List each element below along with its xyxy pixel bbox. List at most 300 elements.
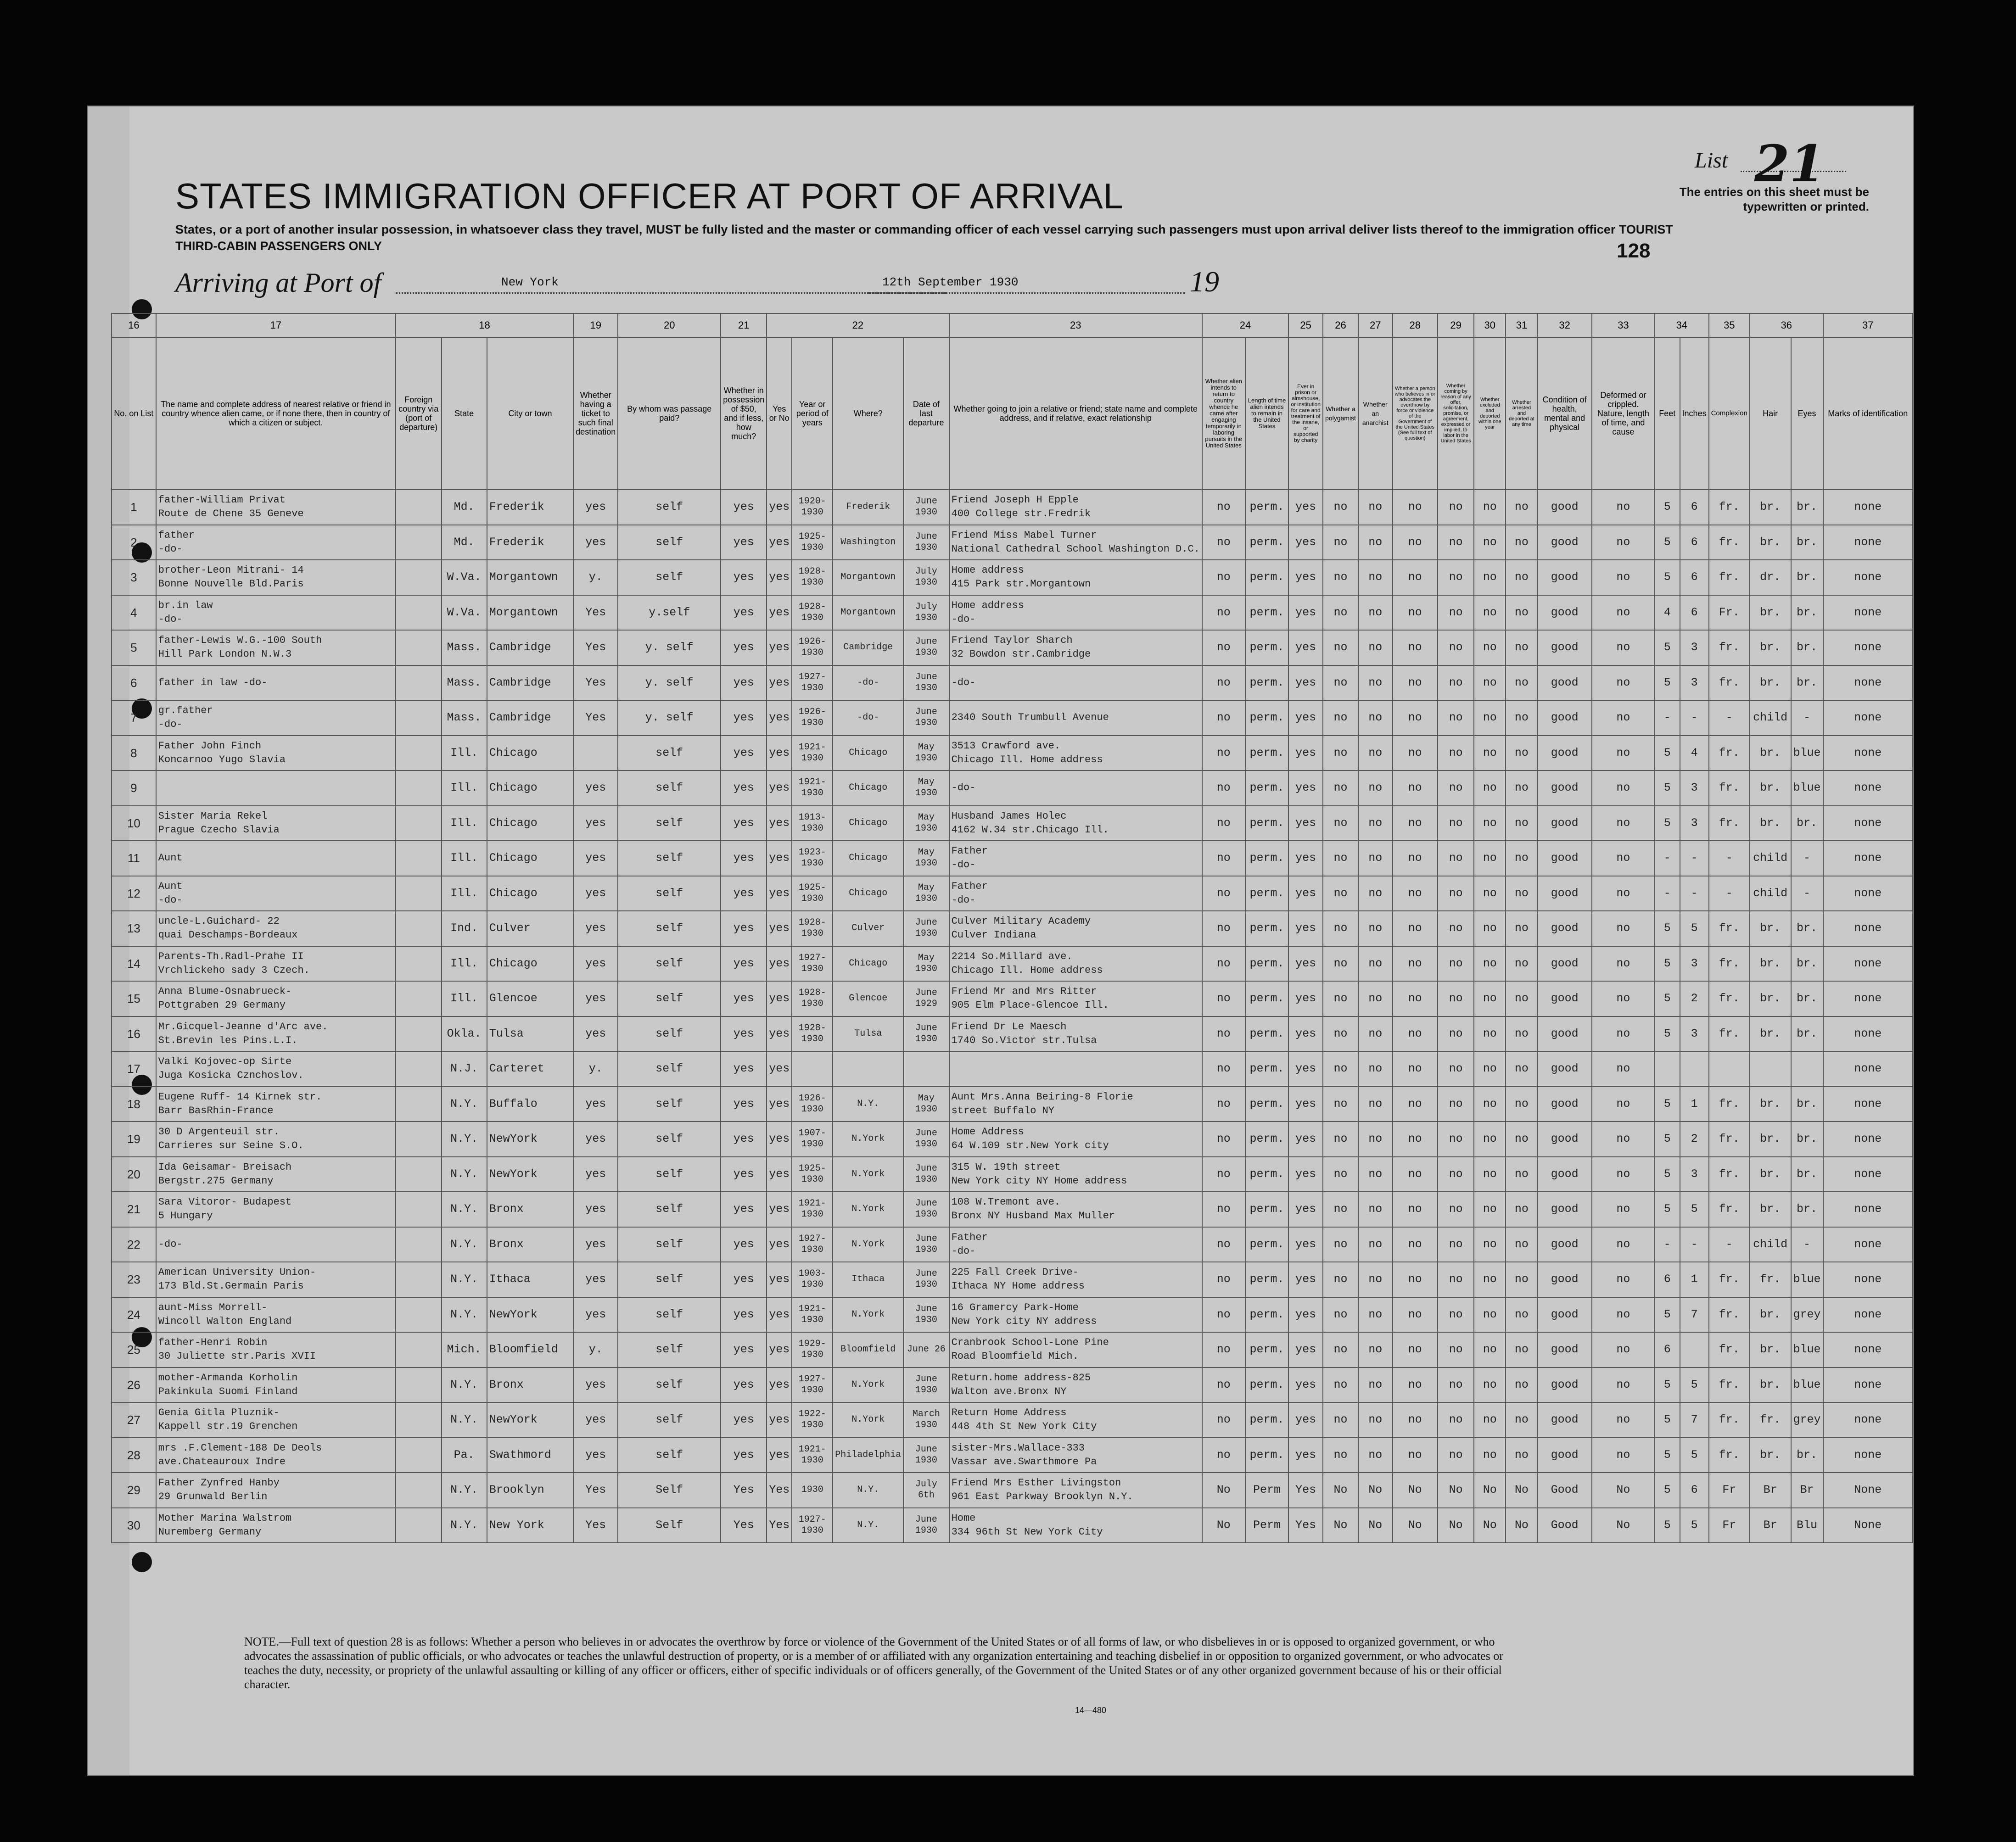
cell-eyes: - [1791, 1227, 1823, 1262]
cell-hair: child [1750, 841, 1791, 876]
cell-deformed: no [1592, 946, 1655, 982]
cell-row-number: 18 [112, 1087, 156, 1122]
cell-health: Good [1537, 1508, 1591, 1543]
cell-inches: 1 [1680, 1087, 1709, 1122]
cell-state: N.Y. [442, 1227, 487, 1262]
cell-prison: yes [1288, 946, 1323, 982]
cell-foreign-country [396, 1368, 442, 1403]
cell-labor-offer: no [1438, 1368, 1474, 1403]
cell-line: Pakinkula Suomi Finland [158, 1385, 298, 1397]
cell-eyes: br. [1791, 595, 1823, 631]
cell-prison: yes [1288, 1227, 1323, 1262]
cell-anarchist: no [1358, 911, 1393, 946]
cell-row-number: 5 [112, 630, 156, 665]
cell-ticket: y. [573, 1051, 618, 1087]
cell-eyes: grey [1791, 1297, 1823, 1333]
cell-deported: no [1506, 876, 1537, 911]
cell-passage-paid-by: self [618, 736, 721, 771]
cell-been-before: yes [767, 665, 792, 701]
cell-marks: none [1823, 525, 1913, 560]
cell-where: -do- [833, 665, 903, 701]
cell-purpose-length: perm. [1245, 770, 1288, 806]
cell-marks: none [1823, 770, 1913, 806]
cell-relative-address [156, 1262, 396, 1297]
cell-eyes: blue [1791, 1332, 1823, 1368]
cell-been-before: yes [767, 490, 792, 525]
cell-complexion: fr. [1709, 490, 1750, 525]
cell-inches: 6 [1680, 525, 1709, 560]
cell-labor-offer: no [1438, 490, 1474, 525]
cell-prison: yes [1288, 1016, 1323, 1052]
cell-passage-paid-by: self [618, 1297, 721, 1333]
cell-line: street Buffalo NY [951, 1105, 1054, 1116]
cell-overthrow: No [1393, 1508, 1438, 1543]
cell-joining [949, 946, 1202, 982]
cell-passage-paid-by: self [618, 770, 721, 806]
cell-labor-offer: no [1438, 1227, 1474, 1262]
manifest-sheet [87, 106, 1914, 1776]
cell-health: good [1537, 1262, 1591, 1297]
cell-city: NewYork [487, 1297, 573, 1333]
cell-state: N.J. [442, 1051, 487, 1087]
cell-where: Frederik [833, 490, 903, 525]
cell-excluded: no [1474, 595, 1506, 631]
cell-anarchist: no [1358, 1402, 1393, 1438]
table-row [112, 1087, 1913, 1122]
cell-foreign-country [396, 806, 442, 841]
cell-line: father [158, 529, 195, 541]
header-eyes: Eyes [1791, 337, 1823, 490]
cell-city: NewYork [487, 1122, 573, 1157]
cell-joining [949, 700, 1202, 736]
table-row [112, 665, 1913, 701]
cell-period: 1930 [792, 1473, 833, 1508]
cell-overthrow: no [1393, 1438, 1438, 1473]
header-city: City or town [487, 337, 573, 490]
cell-deported: no [1506, 841, 1537, 876]
cell-deformed: no [1592, 1438, 1655, 1473]
cell-complexion: - [1709, 876, 1750, 911]
cell-purpose-return: No [1202, 1508, 1245, 1543]
cell-passage-paid-by: self [618, 1332, 721, 1368]
cell-labor-offer: no [1438, 1051, 1474, 1087]
table-row [112, 981, 1913, 1016]
cell-joining [949, 1122, 1202, 1157]
cell-line: Friend Joseph H Epple [951, 494, 1079, 506]
cell-prison: yes [1288, 1087, 1323, 1122]
cell-money: yes [721, 700, 767, 736]
table-row [112, 806, 1913, 841]
cell-hair: Br [1750, 1473, 1791, 1508]
cell-last-departure: June 1930 [903, 630, 949, 665]
cell-line: 30 Juliette str.Paris XVII [158, 1351, 316, 1362]
cell-health: good [1537, 1087, 1591, 1122]
cell-deported: no [1506, 1368, 1537, 1403]
cell-complexion: fr. [1709, 1157, 1750, 1192]
cell-purpose-return: no [1202, 700, 1245, 736]
cell-last-departure [903, 1051, 949, 1087]
cell-anarchist: no [1358, 1157, 1393, 1192]
cell-money: yes [721, 1438, 767, 1473]
cell-period: 1907-1930 [792, 1122, 833, 1157]
cell-polygamist: no [1323, 1087, 1358, 1122]
col-number: 19 [573, 313, 618, 337]
cell-passage-paid-by: self [618, 1262, 721, 1297]
table-row [112, 700, 1913, 736]
cell-where: Chicago [833, 806, 903, 841]
cell-been-before: yes [767, 876, 792, 911]
cell-relative-address [156, 946, 396, 982]
cell-money: yes [721, 560, 767, 595]
cell-purpose-return: no [1202, 525, 1245, 560]
header-excluded: Whether excluded and deported within one year [1474, 337, 1506, 490]
cell-joining [949, 770, 1202, 806]
cell-labor-offer: no [1438, 841, 1474, 876]
cell-line: Aunt [158, 880, 183, 892]
cell-city: New York [487, 1508, 573, 1543]
cell-polygamist: no [1323, 525, 1358, 560]
cell-line: Father John Finch [158, 740, 262, 752]
cell-excluded: No [1474, 1473, 1506, 1508]
cell-hair: br. [1750, 595, 1791, 631]
cell-inches [1680, 1332, 1709, 1368]
cell-polygamist: no [1323, 1332, 1358, 1368]
cell-relative-address [156, 1122, 396, 1157]
cell-hair: br. [1750, 981, 1791, 1016]
cell-purpose-return: no [1202, 1262, 1245, 1297]
date-underline [868, 292, 1185, 294]
cell-hair: br. [1750, 665, 1791, 701]
cell-feet: 4 [1655, 595, 1680, 631]
cell-health: good [1537, 1402, 1591, 1438]
cell-deported: no [1506, 911, 1537, 946]
cell-feet: 5 [1655, 1087, 1680, 1122]
cell-where: N.York [833, 1157, 903, 1192]
cell-deformed: no [1592, 1051, 1655, 1087]
cell-joining [949, 1157, 1202, 1192]
cell-excluded: No [1474, 1508, 1506, 1543]
cell-ticket: yes [573, 946, 618, 982]
cell-inches: 3 [1680, 630, 1709, 665]
cell-last-departure: June 1930 [903, 1192, 949, 1227]
cell-where: Philadelphia [833, 1438, 903, 1473]
cell-excluded: no [1474, 1051, 1506, 1087]
cell-city: Morgantown [487, 560, 573, 595]
cell-eyes: br. [1791, 1438, 1823, 1473]
cell-city: Chicago [487, 876, 573, 911]
cell-deported: no [1506, 595, 1537, 631]
cell-anarchist: no [1358, 1227, 1393, 1262]
cell-row-number: 20 [112, 1157, 156, 1192]
cell-passage-paid-by: self [618, 1227, 721, 1262]
cell-polygamist: no [1323, 736, 1358, 771]
cell-deported: no [1506, 1227, 1537, 1262]
cell-state: W.Va. [442, 560, 487, 595]
cell-polygamist: no [1323, 1368, 1358, 1403]
cell-inches: - [1680, 1227, 1709, 1262]
cell-line: Friend Dr Le Maesch [951, 1021, 1067, 1033]
cell-relative-address [156, 841, 396, 876]
cell-prison: yes [1288, 1157, 1323, 1192]
cell-marks: none [1823, 1227, 1913, 1262]
cell-money: yes [721, 1016, 767, 1052]
cell-excluded: no [1474, 911, 1506, 946]
cell-last-departure: June 1930 [903, 1122, 949, 1157]
cell-been-before: yes [767, 841, 792, 876]
cell-ticket: yes [573, 770, 618, 806]
cell-line: 1740 So.Victor str.Tulsa [951, 1034, 1097, 1046]
cell-excluded: no [1474, 1227, 1506, 1262]
cell-city: Bronx [487, 1227, 573, 1262]
cell-health: good [1537, 1016, 1591, 1052]
cell-state: Mass. [442, 630, 487, 665]
cell-anarchist: no [1358, 1051, 1393, 1087]
cell-line: -do- [951, 859, 976, 871]
cell-row-number: 21 [112, 1192, 156, 1227]
cell-deported: no [1506, 490, 1537, 525]
cell-last-departure: June 1930 [903, 1297, 949, 1333]
cell-passage-paid-by: self [618, 946, 721, 982]
col-number: 25 [1288, 313, 1323, 337]
cell-ticket: yes [573, 1368, 618, 1403]
cell-purpose-return: no [1202, 1297, 1245, 1333]
cell-row-number: 26 [112, 1368, 156, 1403]
cell-excluded: no [1474, 490, 1506, 525]
cell-money: yes [721, 911, 767, 946]
cell-line: Husband James Holec [951, 810, 1067, 822]
header-anarchist: Whether an anarchist [1358, 337, 1393, 490]
cell-ticket: yes [573, 1122, 618, 1157]
cell-ticket: yes [573, 981, 618, 1016]
cell-overthrow: no [1393, 806, 1438, 841]
cell-inches: 3 [1680, 1016, 1709, 1052]
cell-marks: none [1823, 1402, 1913, 1438]
cell-anarchist: no [1358, 630, 1393, 665]
cell-line: 961 East Parkway Brooklyn N.Y. [951, 1491, 1133, 1503]
cell-last-departure: June 1930 [903, 665, 949, 701]
cell-complexion [1709, 1051, 1750, 1087]
cell-period: 1928-1930 [792, 1016, 833, 1052]
cell-state: Mass. [442, 700, 487, 736]
cell-polygamist: no [1323, 1157, 1358, 1192]
cell-anarchist: no [1358, 525, 1393, 560]
cell-eyes: - [1791, 876, 1823, 911]
cell-deformed: no [1592, 1402, 1655, 1438]
cell-line: Return Home Address [951, 1407, 1067, 1419]
cell-line: Pottgraben 29 Germany [158, 999, 286, 1011]
col-number: 31 [1506, 313, 1537, 337]
table-row [112, 1227, 1913, 1262]
cell-deformed: no [1592, 911, 1655, 946]
cell-money: yes [721, 1402, 767, 1438]
cell-deformed: no [1592, 560, 1655, 595]
cell-state: Ind. [442, 911, 487, 946]
cell-purpose-return: no [1202, 736, 1245, 771]
cell-hair: dr. [1750, 560, 1791, 595]
cell-period: 1921-1930 [792, 736, 833, 771]
cell-complexion: fr. [1709, 1192, 1750, 1227]
passenger-rows [112, 490, 1913, 1543]
cell-eyes: blue [1791, 1262, 1823, 1297]
cell-last-departure: June 1929 [903, 981, 949, 1016]
cell-foreign-country [396, 946, 442, 982]
cell-period: 1921-1930 [792, 1297, 833, 1333]
cell-ticket: yes [573, 876, 618, 911]
cell-foreign-country [396, 1332, 442, 1368]
cell-row-number: 2 [112, 525, 156, 560]
cell-joining [949, 1297, 1202, 1333]
cell-line: 5 Hungary [158, 1210, 213, 1222]
cell-line: 173 Bld.St.Germain Paris [158, 1280, 304, 1292]
cell-purpose-length: perm. [1245, 876, 1288, 911]
cell-labor-offer: no [1438, 1438, 1474, 1473]
port-underline [396, 292, 946, 294]
cell-polygamist: no [1323, 946, 1358, 982]
cell-state: N.Y. [442, 1473, 487, 1508]
cell-eyes: Blu [1791, 1508, 1823, 1543]
cell-purpose-return: no [1202, 595, 1245, 631]
cell-anarchist: no [1358, 1368, 1393, 1403]
cell-line: 108 W.Tremont ave. [951, 1196, 1061, 1208]
cell-foreign-country [396, 630, 442, 665]
cell-purpose-length: perm. [1245, 1262, 1288, 1297]
cell-feet: 5 [1655, 1192, 1680, 1227]
cell-complexion: fr. [1709, 981, 1750, 1016]
cell-money: yes [721, 1368, 767, 1403]
cell-inches: 5 [1680, 1368, 1709, 1403]
col-number: 32 [1537, 313, 1591, 337]
cell-marks: none [1823, 806, 1913, 841]
cell-foreign-country [396, 876, 442, 911]
cell-relative-address [156, 806, 396, 841]
cell-feet: - [1655, 1227, 1680, 1262]
cell-anarchist: No [1358, 1508, 1393, 1543]
cell-excluded: no [1474, 981, 1506, 1016]
cell-deported: no [1506, 1157, 1537, 1192]
cell-line: 2214 So.Millard ave. [951, 950, 1073, 962]
cell-city: Glencoe [487, 981, 573, 1016]
cell-inches: 3 [1680, 1157, 1709, 1192]
cell-where: Morgantown [833, 560, 903, 595]
cell-labor-offer: no [1438, 525, 1474, 560]
cell-ticket: Yes [573, 595, 618, 631]
cell-been-before: Yes [767, 1473, 792, 1508]
cell-deformed: no [1592, 770, 1655, 806]
cell-line: mother-Armanda Korholin [158, 1372, 298, 1384]
cell-joining [949, 1227, 1202, 1262]
col-number: 34 [1655, 313, 1709, 337]
cell-ticket: Yes [573, 630, 618, 665]
cell-relative-address [156, 665, 396, 701]
cell-anarchist: no [1358, 736, 1393, 771]
cell-marks: none [1823, 1262, 1913, 1297]
cell-hair: br. [1750, 1122, 1791, 1157]
cell-polygamist: no [1323, 841, 1358, 876]
cell-line: mrs .F.Clement-188 De Deols [158, 1442, 322, 1454]
col-number: 17 [156, 313, 396, 337]
cell-line: uncle-L.Guichard- 22 [158, 915, 280, 927]
cell-relative-address [156, 1192, 396, 1227]
col-number: 30 [1474, 313, 1506, 337]
cell-line: -do- [158, 894, 183, 906]
table-row [112, 911, 1913, 946]
cell-relative-address [156, 1473, 396, 1508]
cell-foreign-country [396, 1402, 442, 1438]
document-subtitle: States, or a port of another insular possession, in whatsoever class they travel, MUST be fully listed and the master or commanding officer of each vessel carrying such passengers must upon arrival deliver lists thereof to the immigration officer TOURIST THIRD-CABIN PASSENGERS ONLY [175, 223, 1673, 253]
cell-prison: yes [1288, 876, 1323, 911]
cell-passage-paid-by: self [618, 911, 721, 946]
header-where: Where? [833, 337, 903, 490]
cell-line: Chicago Ill. Home address [951, 964, 1103, 976]
cell-where: Chicago [833, 770, 903, 806]
cell-health: good [1537, 595, 1591, 631]
cell-joining [949, 1438, 1202, 1473]
table-row [112, 1192, 1913, 1227]
cell-deformed: no [1592, 700, 1655, 736]
table-row [112, 1122, 1913, 1157]
cell-line: -do- [158, 613, 183, 625]
cell-city: Culver [487, 911, 573, 946]
cell-foreign-country [396, 1473, 442, 1508]
cell-anarchist: no [1358, 1122, 1393, 1157]
cell-period: 1928-1930 [792, 560, 833, 595]
cell-joining [949, 525, 1202, 560]
cell-feet: - [1655, 876, 1680, 911]
cell-prison: yes [1288, 630, 1323, 665]
cell-purpose-return: no [1202, 1087, 1245, 1122]
table-row [112, 736, 1913, 771]
cell-state: Mich. [442, 1332, 487, 1368]
cell-polygamist: no [1323, 595, 1358, 631]
cell-marks: none [1823, 1087, 1913, 1122]
cell-deformed: no [1592, 1227, 1655, 1262]
cell-line: quai Deschamps-Bordeaux [158, 929, 298, 941]
cell-state: Mass. [442, 665, 487, 701]
cell-prison: yes [1288, 841, 1323, 876]
arriving-label: Arriving at Port of [175, 268, 381, 298]
cell-hair: br. [1750, 911, 1791, 946]
cell-line: -do- [158, 719, 183, 731]
cell-hair: br. [1750, 1192, 1791, 1227]
cell-labor-offer: no [1438, 876, 1474, 911]
cell-passage-paid-by: self [618, 490, 721, 525]
cell-complexion: fr. [1709, 946, 1750, 982]
cell-been-before: yes [767, 1157, 792, 1192]
cell-deformed: no [1592, 876, 1655, 911]
cell-line: Return.home address-825 [951, 1372, 1091, 1384]
cell-purpose-length: perm. [1245, 665, 1288, 701]
cell-city: Frederik [487, 490, 573, 525]
cell-overthrow: no [1393, 876, 1438, 911]
cell-eyes: Br [1791, 1473, 1823, 1508]
cell-complexion: - [1709, 1227, 1750, 1262]
cell-purpose-length: perm. [1245, 1368, 1288, 1403]
cell-labor-offer: no [1438, 1016, 1474, 1052]
table-row [112, 560, 1913, 595]
cell-overthrow: no [1393, 1297, 1438, 1333]
cell-ticket: yes [573, 525, 618, 560]
cell-deported: no [1506, 560, 1537, 595]
cell-money: yes [721, 1332, 767, 1368]
cell-feet: 5 [1655, 770, 1680, 806]
cell-ticket: yes [573, 911, 618, 946]
cell-eyes: - [1791, 700, 1823, 736]
cell-state: Okla. [442, 1016, 487, 1052]
cell-eyes: br. [1791, 1192, 1823, 1227]
cell-marks: none [1823, 665, 1913, 701]
cell-been-before: yes [767, 736, 792, 771]
cell-feet [1655, 1051, 1680, 1087]
